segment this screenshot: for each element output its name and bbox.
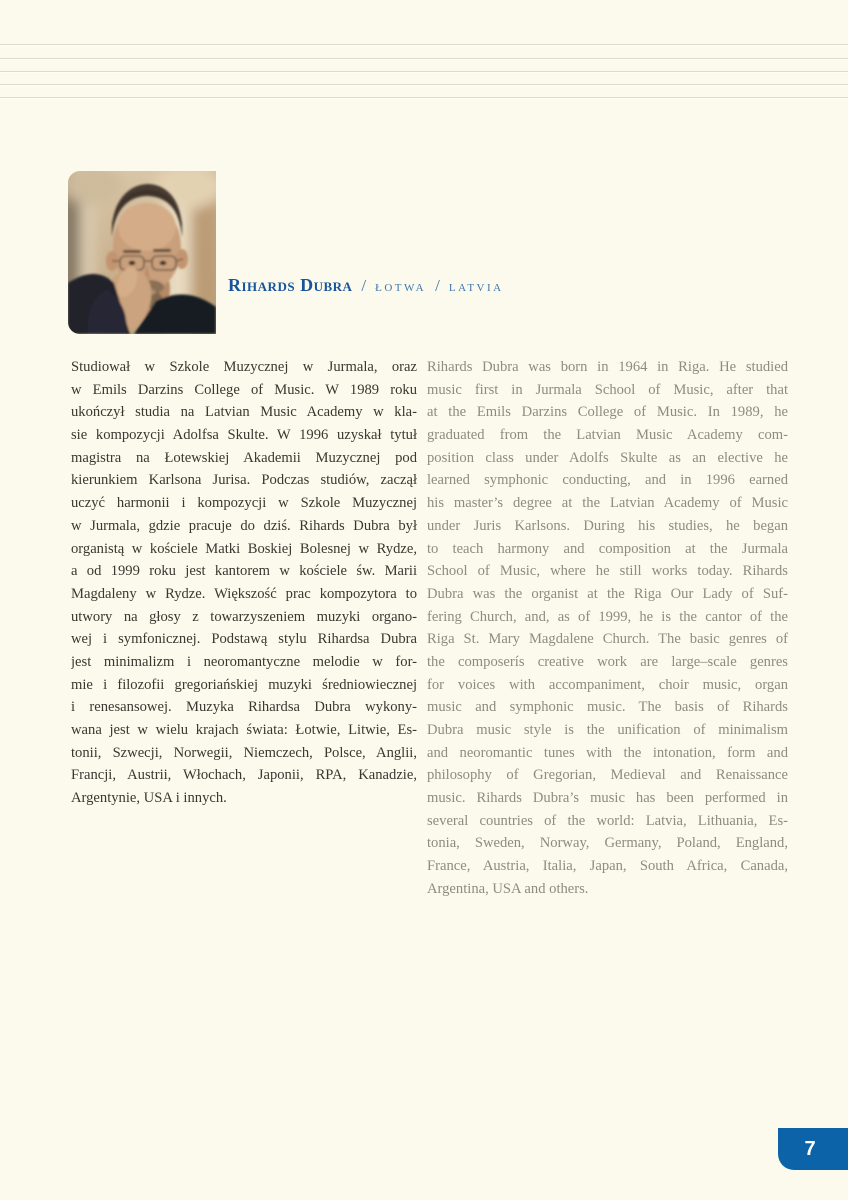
bio-english-column (427, 356, 788, 901)
staff-line (0, 58, 848, 59)
text-line: i renesansowej. Muzyka Rihardsa Dubra wykony- (71, 699, 417, 716)
text-line: kierunkiem Karlsona Jurisa. Podczas studiów, zaczął (71, 472, 417, 489)
music-staff-lines (0, 0, 848, 110)
text-line: utwory na głosy z towarzyszeniem muzyki organo- (71, 608, 417, 625)
text-line: sie kompozycji Adolfsa Skulte. W 1996 uzyskał tytuł (71, 427, 417, 444)
text-line: uczyć harmonii i kompozycji w Szkole Muzycznej (71, 495, 417, 512)
page-number: 7 (804, 1137, 816, 1160)
text-line: tonia, Sweden, Norway, Germany, Poland, England, (427, 835, 788, 852)
staff-line (0, 44, 848, 45)
text-line: and neoromantic tunes with the intonation, form and (427, 744, 788, 761)
text-line: several countries of the world: Latvia, Lithuania, Es- (427, 812, 788, 829)
composer-name: Rihards Dubra (228, 275, 353, 295)
staff-line (0, 97, 848, 98)
text-line: fering Church, and, as of 1999, he is the cantor of the (427, 608, 788, 625)
text-line: Argentina, USA and others. (427, 880, 589, 897)
text-line: position class under Adolfs Skulte as an elective he (427, 449, 788, 466)
text-line: ukończył studia na Latvian Music Academy w kla- (71, 404, 417, 421)
text-line: w Jurmala, gdzie pracuje do dziś. Rihards Dubra był (71, 517, 417, 534)
text-line: Dubra was the organist at the Riga Our Lady of Suf- (427, 585, 788, 602)
bio-polish-column (71, 356, 417, 810)
text-line: jest minimalizm i neoromantyczne melodie w for- (71, 653, 417, 670)
text-line: tonii, Szwecji, Norwegii, Niemczech, Polsce, Anglii, (71, 744, 417, 761)
text-line: Argentynie, USA i innych. (71, 790, 227, 807)
text-line: to teach harmony and composition at the Jurmala (427, 540, 788, 557)
text-line: graduated from the Latvian Music Academy com- (427, 427, 788, 444)
text-line: magistra na Łotewskiej Akademii Muzycznej pod (71, 449, 417, 466)
text-line: mie i filozofii gregoriańskiej muzyki średniowiecznej (71, 676, 417, 693)
text-line: a od 1999 roku jest kantorem w kościele św. Marii (71, 563, 417, 580)
title-separator: / (361, 276, 367, 295)
staff-line (0, 84, 848, 85)
composer-title (228, 275, 788, 299)
text-line: Riga St. Mary Magdalene Church. The basic genres of (427, 631, 788, 648)
text-line: learned symphonic conducting, and in 1996 earned (427, 472, 788, 489)
text-line: w Emils Darzins College of Music. W 1989 roku (71, 381, 417, 398)
text-line: music. Rihards Dubra’s music has been performed in (427, 790, 788, 807)
text-line: philosophy of Gregorian, Medieval and Renaissance (427, 767, 788, 784)
text-line: France, Austria, Italia, Japan, South Africa, Canada, (427, 858, 788, 875)
country-local: łotwa (375, 278, 427, 295)
text-line: organistą w kościele Matki Boskiej Bolesnej w Rydze, (71, 540, 417, 557)
staff-line (0, 71, 848, 72)
text-line: Studiował w Szkole Muzycznej w Jurmala, oraz (71, 359, 417, 375)
title-separator: / (435, 276, 440, 295)
text-line: Dubra music style is the unification of minimalism (427, 722, 788, 738)
page-number-badge (778, 1128, 848, 1170)
text-line: at the Emils Darzins College of Music. In 1989, he (427, 404, 788, 421)
text-line: music first in Jurmala School of Music, after that (427, 381, 788, 398)
text-line: Rihards Dubra was born in 1964 in Riga. He studied (427, 359, 788, 375)
text-line: wana jest w wielu krajach świata: Łotwie, Litwie, Es- (71, 722, 417, 738)
country-english: latvia (448, 278, 504, 295)
text-line: the composerís creative work are large–scale genres (427, 653, 788, 670)
text-line: for voices with accompaniment, choir music, organ (427, 676, 788, 693)
text-line: Francji, Austrii, Włochach, Japonii, RPA, Kanadzie, (71, 767, 417, 784)
text-line: wej i symfonicznej. Podstawą stylu Rihardsa Dubra (71, 631, 417, 648)
text-line: under Juris Karlsons. During his studies, he began (427, 517, 788, 534)
text-line: School of Music, where he still works today. Rihards (427, 563, 788, 580)
portrait-illustration (68, 171, 216, 334)
text-line: his master’s degree at the Latvian Academy of Music (427, 495, 788, 512)
text-line: Magdaleny w Rydze. Większość prac kompozytora to (71, 585, 417, 602)
text-line: music and symphonic music. The basis of Rihards (427, 699, 788, 716)
portrait-photo (68, 171, 216, 334)
